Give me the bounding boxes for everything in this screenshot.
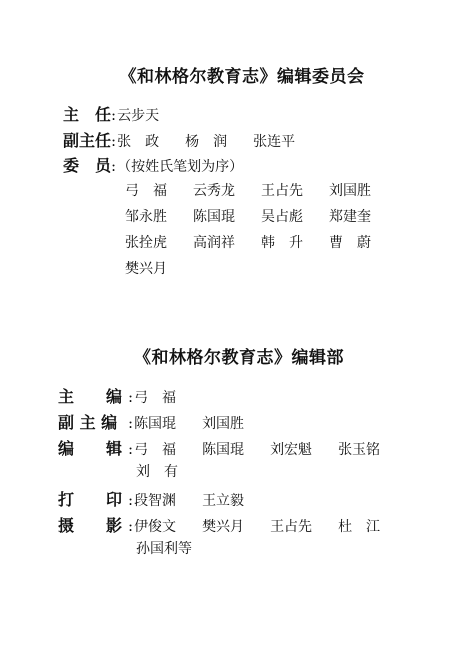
members-line <box>125 180 371 200</box>
typing-row: 打 印 : 段智渊 王立毅 <box>58 487 244 510</box>
member-name: 郑建奎 <box>329 209 371 225</box>
deputy-label: 副主任 <box>63 131 112 150</box>
chief-editor-label: 主 编 <box>58 387 123 406</box>
members-label: 委 员 <box>63 156 112 175</box>
committee-title: 《和林格尔教育志》编辑委员会 <box>119 67 365 87</box>
member-name: 邹永胜 <box>125 209 167 225</box>
committee-director-row: 主 任 : 云步天 <box>63 102 159 125</box>
member-name: 陈国琨 <box>193 209 235 225</box>
members-line <box>125 258 167 278</box>
committee-members-row: 委 员 : （按姓氏笔划为序） <box>63 153 243 176</box>
editor-name: 刘 有 <box>136 464 178 480</box>
member-name: 吴占彪 <box>261 209 303 225</box>
photographer-name: 伊俊文 <box>134 519 177 535</box>
deputy-name: 张连平 <box>253 134 296 150</box>
typing-name: 段智渊 <box>134 493 177 509</box>
member-name: 王占先 <box>261 183 303 199</box>
editors-label: 编 辑 <box>58 439 123 458</box>
director-label: 主 任 <box>63 105 112 124</box>
deputy-name: 张 政 <box>117 134 160 150</box>
member-name: 弓 福 <box>125 183 167 199</box>
chief-editor-row: 主 编 : 弓 福 <box>58 384 176 407</box>
deputy-editor-row: 副 主 编 : 陈国琨 刘国胜 <box>58 410 244 433</box>
director-name: 云步天 <box>117 108 160 124</box>
deputy-name: 杨 润 <box>185 134 228 150</box>
department-title: 《和林格尔教育志》编辑部 <box>134 348 344 368</box>
member-name: 高润祥 <box>193 235 235 251</box>
editors-row: 编 辑 : 弓 福 陈国琨 刘宏魁 张玉铭 <box>58 436 380 459</box>
chief-editor-name: 弓 福 <box>134 390 177 406</box>
photographer-name: 孙国利等 <box>136 541 192 557</box>
members-note: （按姓氏笔划为序） <box>117 159 244 175</box>
committee-deputy-row: 副主任 : 张 政 杨 润 张连平 <box>63 128 295 151</box>
member-name: 云秀龙 <box>193 183 235 199</box>
member-name: 曹 蔚 <box>329 235 371 251</box>
typing-name: 王立毅 <box>202 493 245 509</box>
photography-label: 摄 影 <box>58 516 123 535</box>
editor-name: 刘宏魁 <box>270 442 313 458</box>
editor-name: 张玉铭 <box>338 442 381 458</box>
deputy-editor-label: 副 主 编 <box>58 413 118 432</box>
deputy-editor-name: 刘国胜 <box>202 416 245 432</box>
members-line <box>125 206 371 226</box>
editors-line <box>136 461 178 481</box>
member-name: 樊兴月 <box>125 261 167 277</box>
typing-label: 打 印 <box>58 490 123 509</box>
photographer-name: 王占先 <box>270 519 313 535</box>
member-name: 韩 升 <box>261 235 303 251</box>
photography-row: 摄 影 : 伊俊文 樊兴月 王占先 杜 江 <box>58 513 380 536</box>
photography-line <box>136 538 192 558</box>
deputy-editor-name: 陈国琨 <box>134 416 177 432</box>
member-name: 张拴虎 <box>125 235 167 251</box>
member-name: 刘国胜 <box>329 183 371 199</box>
photographer-name: 樊兴月 <box>202 519 245 535</box>
editor-name: 弓 福 <box>134 442 177 458</box>
editor-name: 陈国琨 <box>202 442 245 458</box>
photographer-name: 杜 江 <box>338 519 381 535</box>
members-line <box>125 232 371 252</box>
